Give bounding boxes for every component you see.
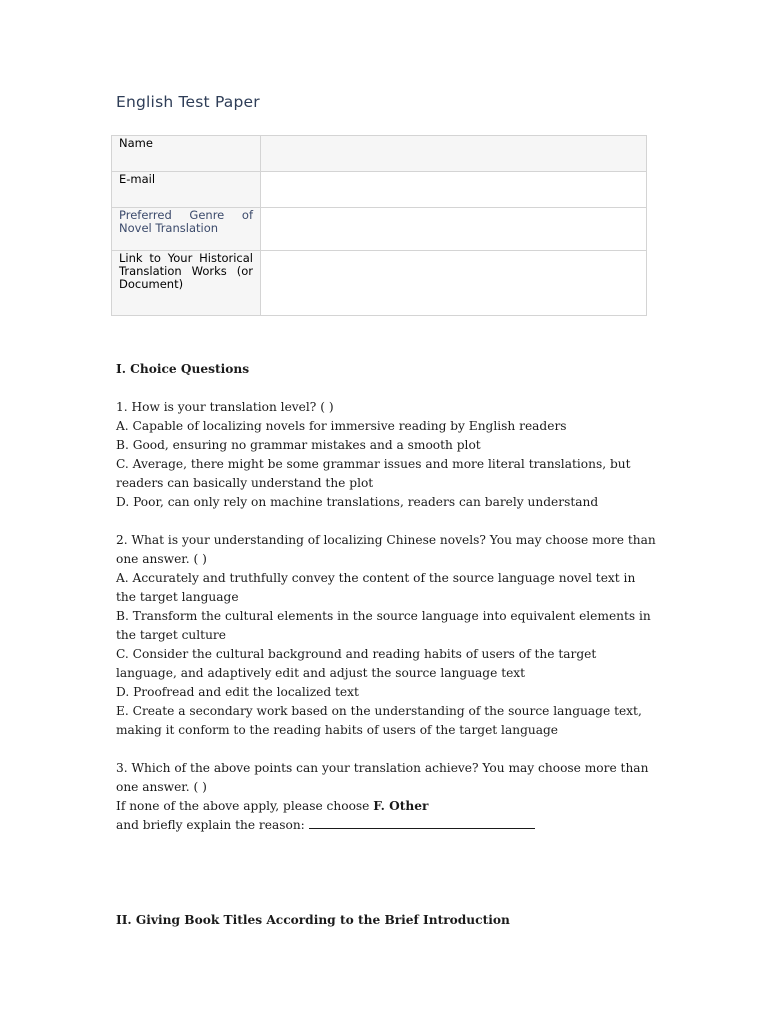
q1-option-b: B. Good, ensuring no grammar mistakes and a smooth plot <box>116 438 481 452</box>
question-2: 2. What is your understanding of localizing Chinese novels? You may choose more than one answer. ( ) <box>116 533 656 566</box>
q2-option-c: C. Consider the cultural background and reading habits of users of the target language, and adaptively edit and adjust the source language text <box>116 647 597 680</box>
translation-link-field[interactable] <box>261 251 647 316</box>
q2-option-b: B. Transform the cultural elements in the source language into equivalent elements in the target culture <box>116 609 651 642</box>
q1-option-d: D. Poor, can only rely on machine translations, readers can barely understand <box>116 495 599 509</box>
name-label: Name <box>112 136 261 172</box>
name-field[interactable] <box>261 136 647 172</box>
q3-explain-line: and briefly explain the reason: <box>116 816 656 835</box>
q2-option-a: A. Accurately and truthfully convey the content of the source language novel text in the target language <box>116 571 636 604</box>
q1-option-a: A. Capable of localizing novels for immersive reading by English readers <box>116 419 567 433</box>
q3-other-instruction: If none of the above apply, please choose F. Other <box>116 799 429 813</box>
section-heading-choice: I. Choice Questions <box>116 362 250 376</box>
page-title: English Test Paper <box>116 93 260 111</box>
translation-link-label: Link to Your Historical Translation Works (or Document) <box>112 251 261 316</box>
section-heading-book-titles: II. Giving Book Titles According to the Brief Introduction <box>116 913 510 927</box>
q2-option-d: D. Proofread and edit the localized text <box>116 685 359 699</box>
email-field[interactable] <box>261 172 647 208</box>
question-3: 3. Which of the above points can your translation achieve? You may choose more than one answer. ( ) <box>116 761 649 794</box>
email-label: E-mail <box>112 172 261 208</box>
q1-option-c: C. Average, there might be some grammar issues and more literal translations, but readers can basically understand the plot <box>116 457 631 490</box>
question-1: 1. How is your translation level? ( ) <box>116 400 334 414</box>
document-body <box>116 360 656 930</box>
explain-blank[interactable] <box>309 816 535 829</box>
personal-info-table <box>111 135 647 316</box>
q2-option-e: E. Create a secondary work based on the understanding of the source language text, making it conform to the reading habits of users of the target language <box>116 704 642 737</box>
genre-label: Preferred Genre of Novel Translation <box>112 208 261 251</box>
genre-field[interactable] <box>261 208 647 251</box>
q3-other-choice: F. Other <box>373 799 429 813</box>
